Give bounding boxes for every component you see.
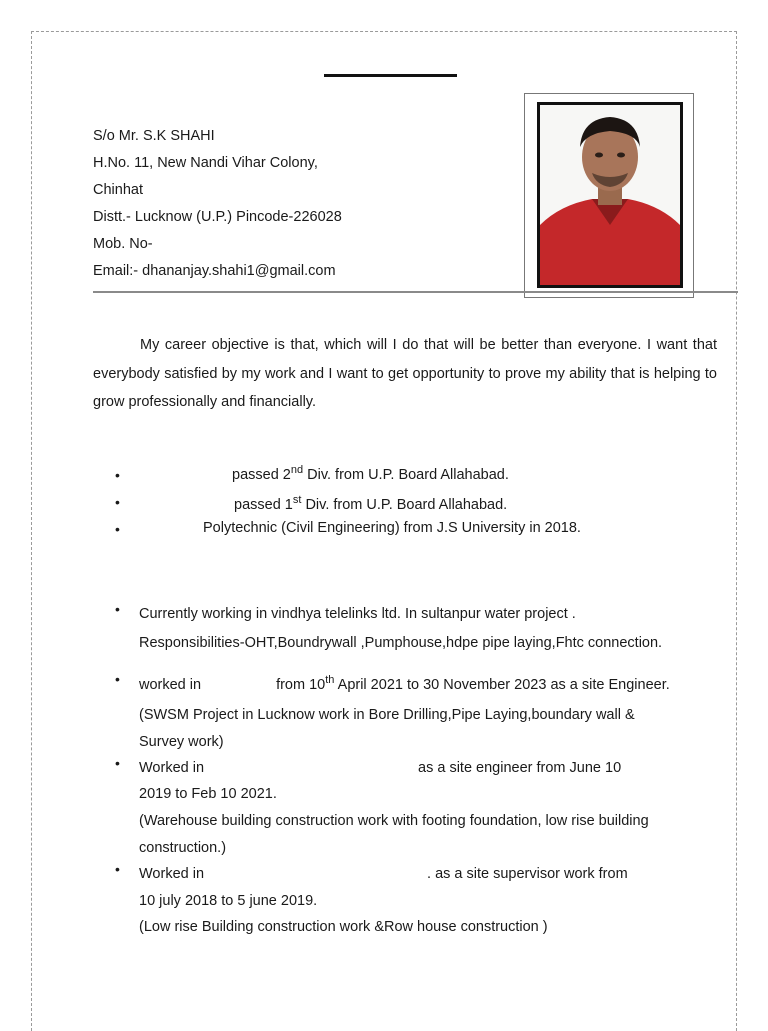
experience-item (115, 755, 715, 861)
experience-text: Worked in (139, 865, 205, 882)
bullet-icon: • (115, 754, 120, 771)
edu-superscript: nd (290, 464, 304, 476)
edu-text-rest: Div. from U.P. Board Allahabad. (301, 496, 508, 513)
experience-line (139, 755, 715, 781)
experience-text: as a site engineer from June 10 (418, 759, 622, 776)
experience-text: April 2021 to 30 November 2023 as a site Engineer. (334, 676, 670, 693)
bullet-icon: • (115, 494, 120, 510)
experience-line: Responsibilities-OHT,Boundrywall ,Pumphouse,hdpe pipe laying,Fhtc connection. (139, 635, 663, 651)
education-item (115, 491, 715, 518)
experience-line: (Low rise Building construction work &Row house construction ) (139, 918, 548, 935)
experience-line: (SWSM Project in Lucknow work in Bore Drilling,Pipe Laying,boundary wall & (139, 706, 635, 723)
edu-text-rest: Div. from U.P. Board Allahabad. (303, 466, 509, 483)
experience-text: . as a site supervisor work from (427, 865, 628, 882)
experience-list (115, 601, 715, 941)
address-line-email: Email:- dhananjay.shahi1@gmail.com (93, 263, 336, 279)
profile-photo (537, 102, 683, 288)
experience-item (115, 663, 715, 755)
bullet-icon: • (115, 601, 120, 617)
experience-text: worked in (139, 676, 202, 693)
edu-text: passed 2 (232, 466, 291, 483)
experience-line: construction.) (139, 839, 227, 856)
edu-text: Polytechnic (Civil Engineering) from J.S University in 2018. (203, 520, 581, 536)
address-line-house: H.No. 11, New Nandi Vihar Colony, (93, 155, 318, 171)
experience-text: Worked in (139, 759, 205, 776)
profile-photo-frame (524, 93, 694, 298)
address-line-locality: Chinhat (93, 182, 143, 198)
bullet-icon: • (115, 467, 120, 483)
experience-line: 10 july 2018 to 5 june 2019. (139, 892, 318, 909)
experience-line (139, 861, 715, 888)
experience-line: (Warehouse building construction work with footing foundation, low rise building (139, 812, 649, 829)
experience-line (139, 663, 715, 702)
header-divider (93, 291, 738, 293)
experience-line: Currently working in vindhya telelinks ltd. In sultanpur water project . (139, 606, 576, 622)
title-underline (324, 74, 457, 77)
experience-line: 2019 to Feb 10 2021. (139, 785, 277, 802)
education-list (115, 464, 715, 545)
address-line-district: Distt.- Lucknow (U.P.) Pincode-226028 (93, 209, 342, 225)
address-line-mobile: Mob. No- (93, 236, 153, 252)
contact-address-block (93, 126, 342, 288)
experience-superscript: th (325, 674, 335, 686)
experience-item (115, 601, 715, 657)
education-item (115, 518, 715, 545)
experience-item (115, 861, 715, 941)
bullet-icon: • (115, 671, 120, 687)
objective-text: My career objective is that, which will I do that will be better than everyone. I want that everybody satisfied by my work and I want to get opportunity to prove my ability that is helping to grow professionally and financially. (93, 337, 717, 410)
experience-line: Survey work) (139, 733, 224, 750)
edu-superscript: st (292, 494, 302, 506)
career-objective (93, 331, 717, 417)
bullet-icon: • (115, 860, 120, 877)
bullet-icon: • (115, 521, 120, 537)
experience-text: from 10 (276, 676, 326, 693)
person-portrait-icon (540, 105, 680, 285)
address-line-parent: S/o Mr. S.K SHAHI (93, 128, 215, 144)
education-item (115, 464, 715, 491)
edu-text: passed 1 (234, 496, 293, 513)
